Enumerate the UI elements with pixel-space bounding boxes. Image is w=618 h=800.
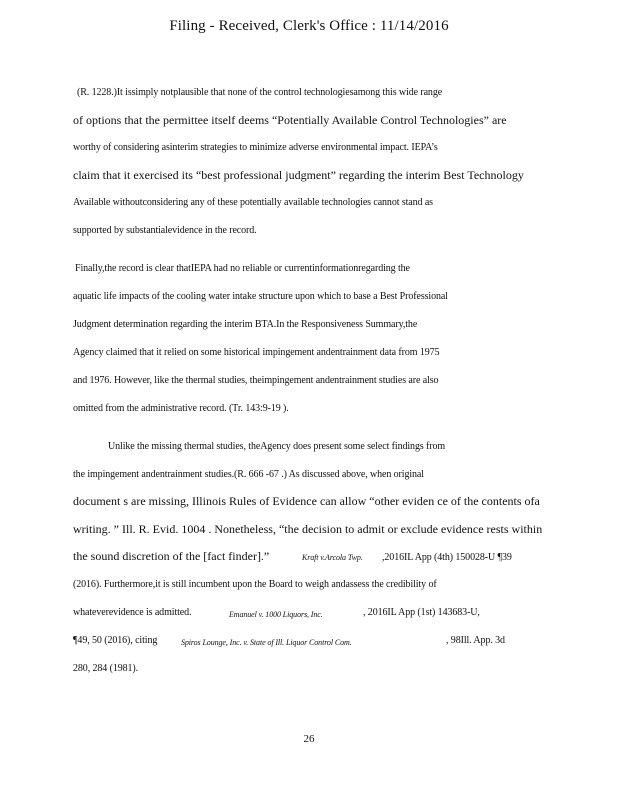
paragraph-line: Agency claimed that it relied on some historical impingement andentrainment data from 1975 [73, 347, 440, 358]
case-citation: Emanuel v. 1000 Liquors, Inc. [229, 610, 323, 619]
case-citation: Kraft v.Arcola Twp. [302, 553, 363, 562]
paragraph-line: , 98Ill. App. 3d [446, 635, 505, 646]
paragraph-line: omitted from the administrative record. (Tr. 143:9-19 ). [73, 403, 289, 414]
paragraph-line: and 1976. However, like the thermal studies, theimpingement andentrainment studies are also [73, 375, 439, 386]
paragraph-line: the impingement andentrainment studies.(R. 666 -67 .) As discussed above, when original [73, 469, 424, 480]
case-citation: Spiros Lounge, Inc. v. State of Ill. Liquor Control Com. [181, 638, 352, 647]
paragraph-line: Available withoutconsidering any of these potentially available technologies cannot stand as [73, 197, 433, 208]
paragraph-line: the sound discretion of the [fact finder].” [73, 549, 270, 563]
paragraph-line: , 2016IL App (1st) 143683-U, [363, 607, 480, 618]
paragraph-line: Unlike the missing thermal studies, theAgency does present some select findings from [108, 441, 446, 452]
paragraph-line: Judgment determination regarding the interim BTA.In the Responsiveness Summary,the [73, 319, 418, 330]
paragraph-line: of options that the permittee itself deems “Potentially Available Control Technologies” are [73, 113, 507, 127]
paragraph-line: writing. ” Ill. R. Evid. 1004 . Nonetheless, “the decision to admit or exclude evidence rests within [73, 522, 543, 536]
paragraph-line: document s are missing, Illinois Rules of Evidence can allow “other eviden ce of the contents ofa [73, 494, 540, 508]
paragraph-line: (2016). Furthermore,it is still incumbent upon the Board to weigh andassess the credibility of [73, 579, 437, 590]
filing-header: Filing - Received, Clerk's Office : 11/14/2016 [169, 18, 449, 34]
paragraph-line: supported by substantialevidence in the record. [73, 225, 257, 236]
paragraph-line: 280, 284 (1981). [73, 663, 139, 674]
paragraph-line: Finally,the record is clear thatIEPA had no reliable or currentinformationregarding the [75, 263, 410, 274]
paragraph-line: worthy of considering asinterim strategies to minimize adverse environmental impact. IEPA’s [73, 142, 438, 153]
paragraph-line: (R. 1228.)It issimply notplausible that none of the control technologiesamong this wide range [77, 87, 443, 98]
paragraph-line: whateverevidence is admitted. [73, 607, 192, 618]
paragraph-line: ¶49, 50 (2016), citing [73, 635, 158, 646]
page-number: 26 [303, 733, 315, 745]
paragraph-line: ,2016IL App (4th) 150028-U ¶39 [382, 552, 512, 563]
paragraph-line: aquatic life impacts of the cooling water intake structure upon which to base a Best Professional [73, 291, 448, 302]
paragraph-line: claim that it exercised its “best professional judgment” regarding the interim Best Technology [73, 168, 524, 182]
